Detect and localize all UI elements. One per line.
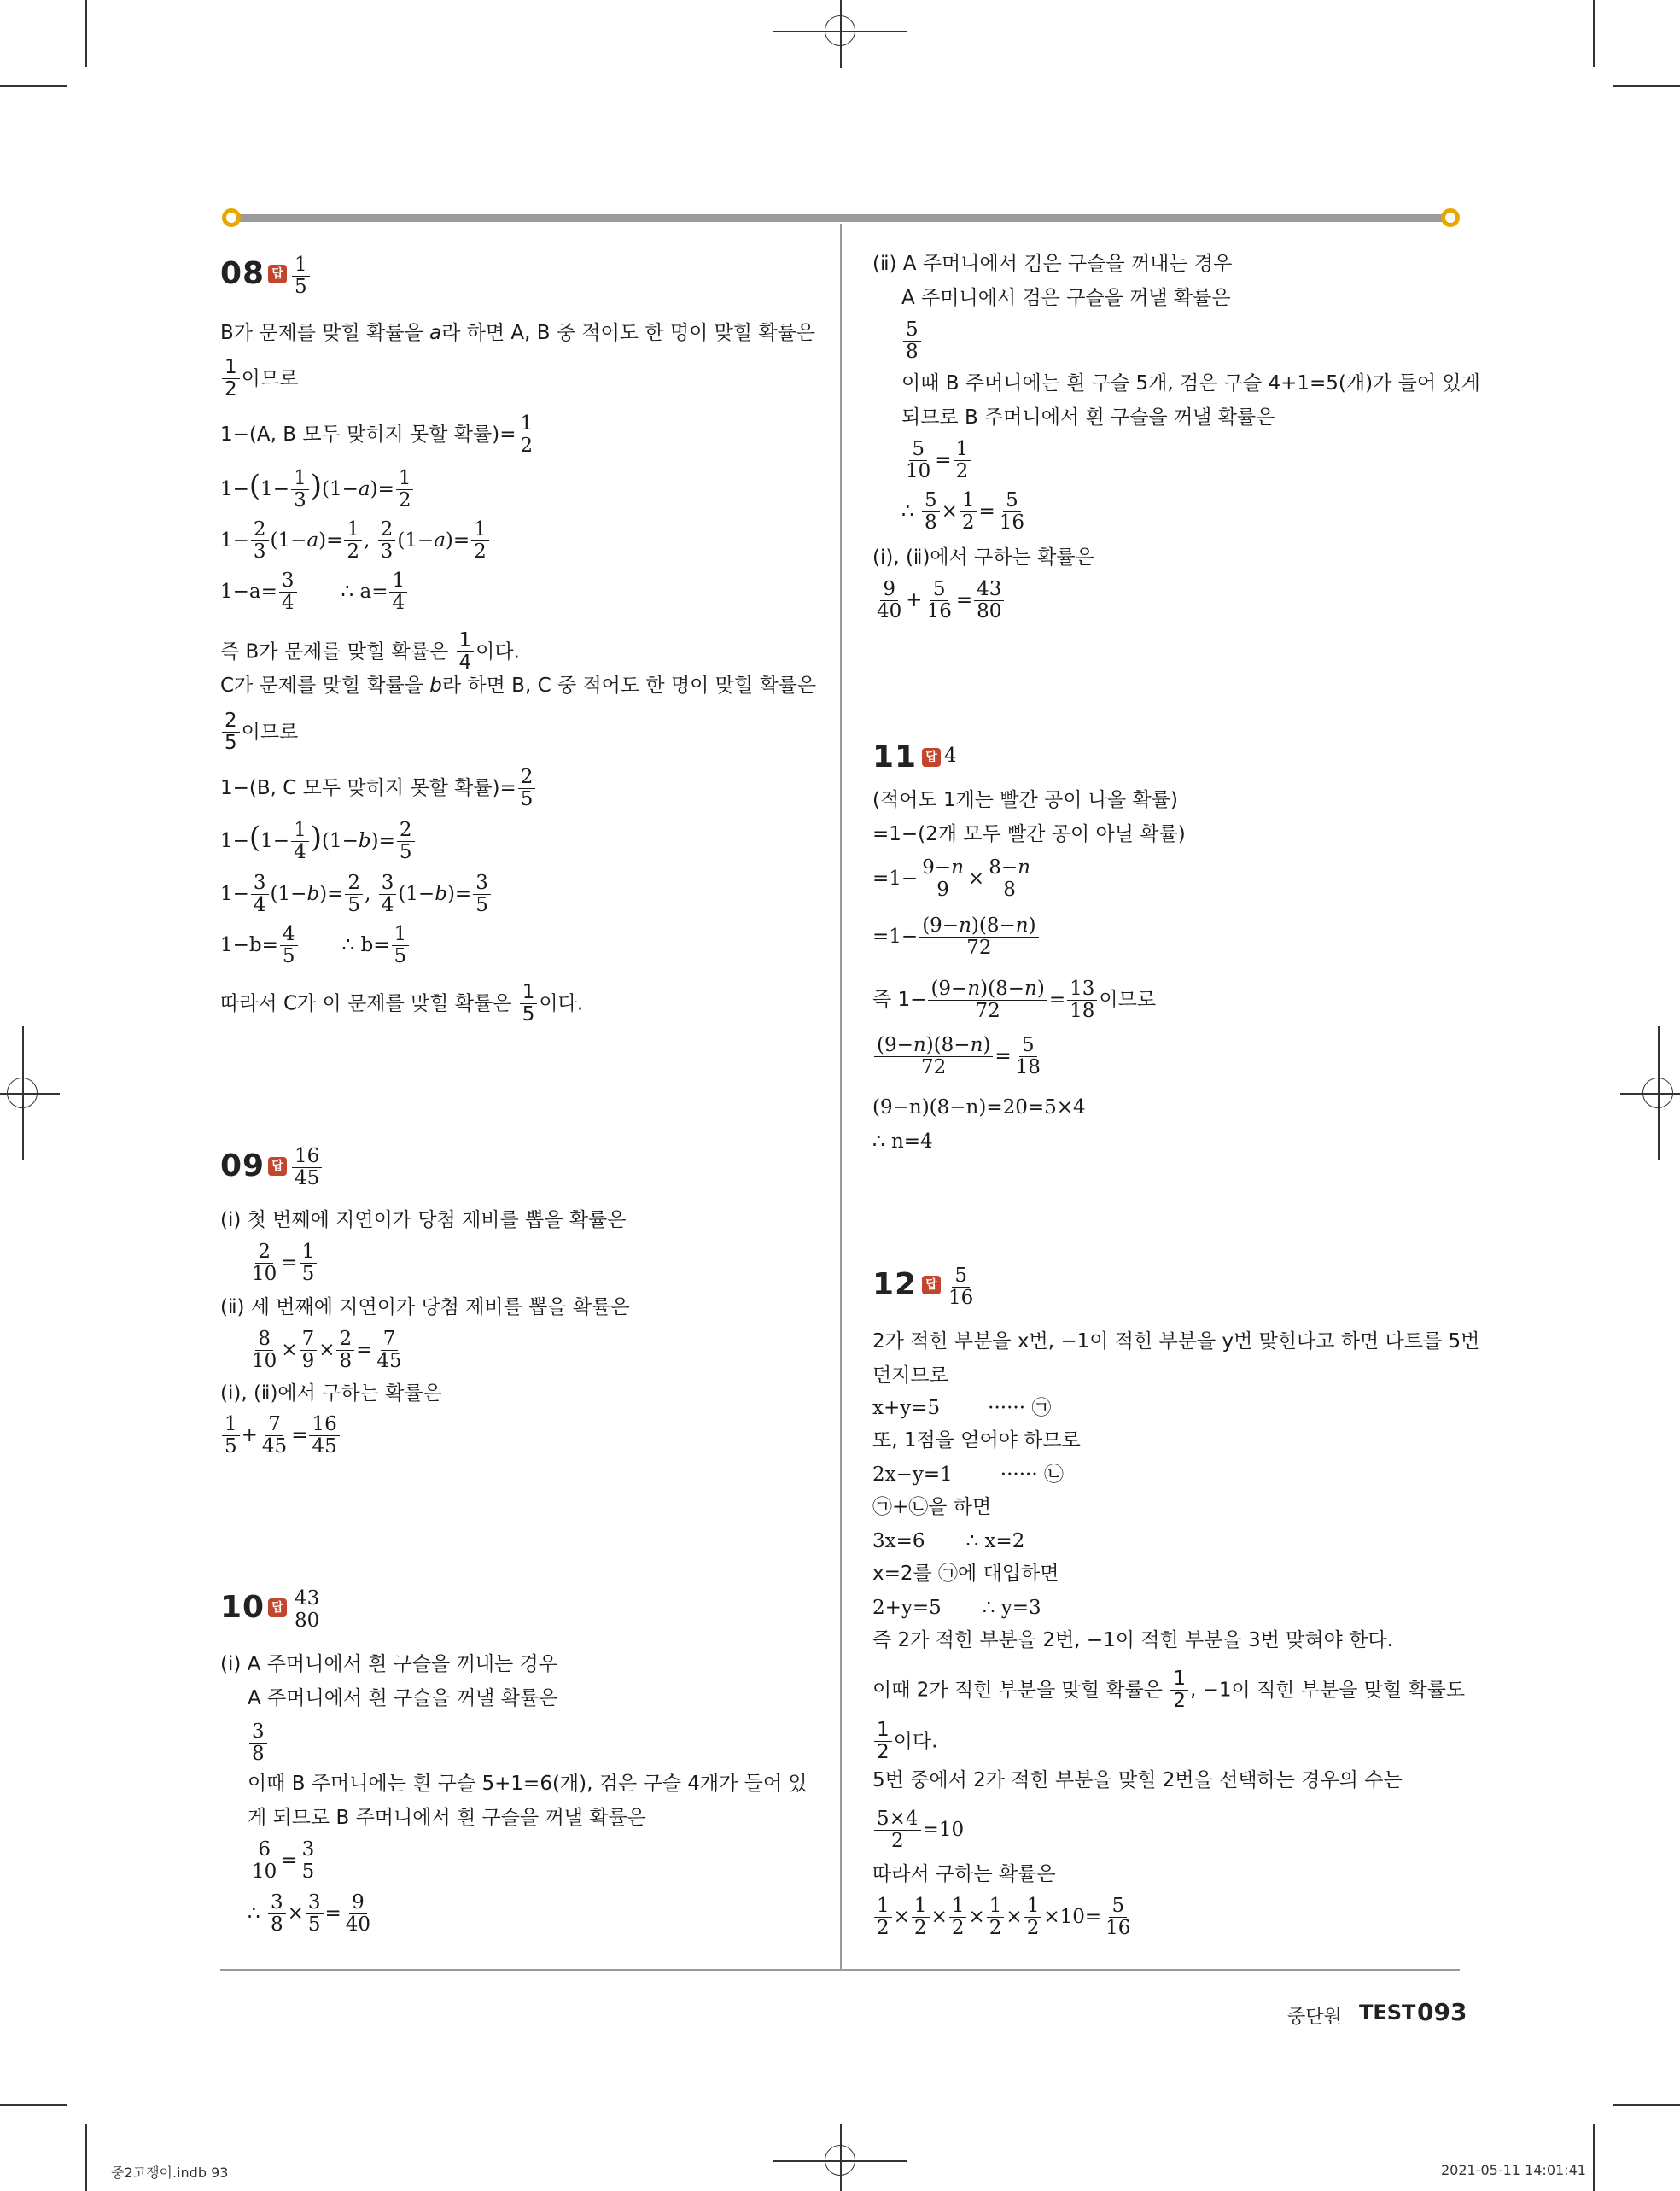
solution-line: $\frac{2}{10}$ = $\frac{1}{5}$ — [248, 1242, 318, 1286]
solution-line: (ⅰ), (ⅱ)에서 구하는 확률은 — [872, 546, 1094, 569]
solution-line: 1− $\frac{3}{4}$ (1−b)= $\frac{2}{5}$ , $\frac{3}{4}$ (1−b)= $\frac{3}{5}$ — [220, 873, 493, 917]
answer-value: 4 — [944, 745, 957, 767]
solution-line: 이때 2가 적힌 부분을 맞힐 확률은 $\frac{1}{2}$ , −1이 적힌 부분을 맞힐 확률도 — [872, 1668, 1466, 1713]
solution-line: 1−a= $\frac{3}{4}$ ∴ a= $\frac{1}{4}$ — [220, 570, 409, 615]
solution-line: 1−(1− $\frac{1}{4}$ )(1−b)= $\frac{2}{5}$ — [220, 820, 417, 864]
solution-line: $\frac{2}{5}$ 이므로 — [220, 710, 298, 755]
rule-end-dot — [222, 208, 241, 227]
solution-line: ㉠+㉡을 하면 — [872, 1496, 992, 1518]
solution-line: (ⅰ) A 주머니에서 흰 구슬을 꺼내는 경우 — [220, 1653, 557, 1675]
registration-mark — [1620, 1093, 1680, 1095]
solution-line: ∴ n=4 — [872, 1131, 933, 1153]
solution-line: 1− $\frac{2}{3}$ (1−a)= $\frac{1}{2}$ , $\frac{2}{3}$ (1−a)= $\frac{1}{2}$ — [220, 519, 491, 564]
answer-badge: 답 — [268, 1157, 287, 1176]
solution-line: $\frac{(9-n)(8-n)}{72}$ = $\frac{5}{18}$ — [872, 1035, 1045, 1079]
solution-line: =1− $\frac{9-n}{9}$ × $\frac{8-n}{8}$ — [872, 857, 1035, 902]
solution-line: 2x−y=1 ······ ㉡ — [872, 1464, 1064, 1486]
solution-line: (ⅱ) A 주머니에서 검은 구슬을 꺼내는 경우 — [872, 253, 1233, 275]
solution-line: (적어도 1개는 빨간 공이 나올 확률) — [872, 789, 1178, 811]
solution-line: $\frac{1}{2}$ 이므로 — [220, 357, 298, 401]
question-number: 11 — [872, 739, 918, 774]
registration-mark — [840, 0, 842, 68]
solution-line: C가 문제를 맞힐 확률을 b라 하면 B, C 중 적어도 한 명이 맞힐 확률은 — [220, 675, 817, 697]
solution-line: A 주머니에서 흰 구슬을 꺼낼 확률은 — [248, 1687, 558, 1709]
answer-value: $\frac{1}{5}$ — [290, 254, 312, 299]
rule-end-dot — [1441, 208, 1460, 227]
question-number: 12 — [872, 1267, 918, 1302]
solution-line: 1−(A, B 모두 맞히지 못할 확률)= $\frac{1}{2}$ — [220, 413, 537, 458]
solution-line: x=2를 ㉠에 대입하면 — [872, 1563, 1059, 1585]
solution-line: 게 되므로 B 주머니에서 흰 구슬을 꺼낼 확률은 — [248, 1807, 646, 1829]
page-number: 093 — [1417, 1998, 1467, 2026]
crop-mark — [1593, 2124, 1595, 2191]
solution-line: ∴ $\frac{3}{8}$ × $\frac{3}{5}$ = $\frac{9}{40}$ — [248, 1891, 371, 1937]
solution-line: 이때 B 주머니에는 흰 구슬 5개, 검은 구슬 4+1=5(개)가 들어 있게 — [901, 372, 1480, 394]
solution-line: $\frac{9}{40}$ + $\frac{5}{16}$ = $\frac{43}{80}$ — [872, 579, 1006, 623]
crop-mark — [85, 2124, 87, 2191]
solution-line: (ⅰ) 첫 번째에 지연이가 당첨 제비를 뽑을 확률은 — [220, 1209, 627, 1231]
header-rule — [230, 214, 1451, 222]
registration-mark — [840, 2124, 842, 2191]
solution-line: 1−b= $\frac{4}{5}$ ∴ b= $\frac{1}{5}$ — [220, 924, 411, 968]
solution-line: $\frac{8}{10}$ × $\frac{7}{9}$ × $\frac{2}{8}$ = $\frac{7}{45}$ — [252, 1328, 402, 1373]
registration-mark — [22, 1026, 24, 1160]
solution-line: =1−(2개 모두 빨간 공이 아닐 확률) — [872, 823, 1186, 845]
crop-mark — [0, 85, 67, 87]
print-slug-file: 중2고쟁이.indb 93 — [111, 2165, 229, 2181]
solution-line: (ⅰ), (ⅱ)에서 구하는 확률은 — [220, 1382, 442, 1405]
solution-line: B가 문제를 맞힐 확률을 a라 하면 A, B 중 적어도 한 명이 맞힐 확률은 — [220, 322, 816, 344]
question-number: 10 — [220, 1590, 265, 1625]
test-label: TEST — [1359, 2001, 1416, 2024]
registration-mark — [0, 1093, 60, 1095]
solution-line: 던지므로 — [872, 1364, 948, 1387]
crop-mark — [1593, 0, 1595, 67]
solution-line: (ⅱ) 세 번째에 지연이가 당첨 제비를 뽑을 확률은 — [220, 1296, 630, 1318]
answer-badge: 답 — [922, 1276, 941, 1294]
crop-mark — [1613, 2104, 1680, 2106]
answer-badge: 답 — [922, 748, 941, 767]
question-number: 08 — [220, 256, 265, 291]
registration-mark — [1658, 1026, 1660, 1160]
solution-line: 3x=6 ∴ x=2 — [872, 1530, 1025, 1552]
solution-line: (9−n)(8−n)=20=5×4 — [872, 1096, 1086, 1119]
section-label: 중단원 — [1287, 2007, 1342, 2028]
solution-line: 또, 1점을 얻어야 하므로 — [872, 1429, 1081, 1452]
answer-value: $\frac{5}{16}$ — [948, 1265, 974, 1310]
column-divider — [840, 224, 842, 1969]
solution-line: $\frac{5\times 4}{2}$ =10 — [872, 1808, 964, 1853]
crop-mark — [1613, 85, 1680, 87]
solution-line: =1− $\frac{(9-n)(8-n)}{72}$ — [872, 915, 1041, 960]
solution-line: 5번 중에서 2가 적힌 부분을 맞힐 2번을 선택하는 경우의 수는 — [872, 1769, 1403, 1791]
solution-line: $\frac{1}{2}$ 이다. — [872, 1720, 937, 1764]
question-number: 09 — [220, 1148, 265, 1183]
footer-rule — [220, 1969, 1460, 1971]
print-slug-date: 2021-05-11 14:01:41 — [1441, 2162, 1586, 2178]
solution-line: 2+y=5 ∴ y=3 — [872, 1597, 1041, 1619]
solution-line: 즉 1− $\frac{(9-n)(8-n)}{72}$ = $\frac{13}{18}$ 이므로 — [872, 978, 1157, 1023]
solution-line: $\frac{3}{8}$ — [248, 1721, 269, 1766]
solution-line: 따라서 C가 이 문제를 맞힐 확률은 $\frac{1}{5}$ 이다. — [220, 981, 584, 1026]
solution-line: 2가 적힌 부분을 x번, −1이 적힌 부분을 y번 맞힌다고 하면 다트를 5번 — [872, 1330, 1480, 1353]
solution-line: $\frac{6}{10}$ = $\frac{3}{5}$ — [248, 1839, 318, 1884]
solution-line: ∴ $\frac{5}{8}$ × $\frac{1}{2}$ = $\frac{5}{16}$ — [901, 489, 1025, 535]
crop-mark — [0, 2104, 67, 2106]
solution-line: 1−(1− $\frac{1}{3}$ )(1−a)= $\frac{1}{2}$ — [220, 468, 415, 512]
solution-line: 이때 B 주머니에는 흰 구슬 5+1=6(개), 검은 구슬 4개가 들어 있 — [248, 1773, 808, 1795]
solution-line: $\frac{1}{5}$ + $\frac{7}{45}$ = $\frac{16}{45}$ — [220, 1414, 341, 1458]
solution-line: $\frac{1}{2}$ × $\frac{1}{2}$ × $\frac{1}{2}$ × $\frac{1}{2}$ × $\frac{1}{2}$ ×10= $\frac{5}{16}$ — [872, 1896, 1135, 1940]
solution-line: $\frac{5}{10}$ = $\frac{1}{2}$ — [901, 439, 972, 483]
solution-line: 즉 2가 적힌 부분을 2번, −1이 적힌 부분을 3번 맞혀야 한다. — [872, 1629, 1393, 1651]
solution-line: 1−(B, C 모두 맞히지 못할 확률)= $\frac{2}{5}$ — [220, 767, 537, 811]
solution-line: A 주머니에서 검은 구슬을 꺼낼 확률은 — [901, 287, 1231, 309]
solution-line: $\frac{5}{8}$ — [901, 319, 923, 364]
solution-line: 따라서 구하는 확률은 — [872, 1863, 1056, 1885]
answer-value: $\frac{43}{80}$ — [290, 1588, 324, 1633]
answer-badge: 답 — [268, 265, 287, 283]
crop-mark — [85, 0, 87, 67]
solution-line: 되므로 B 주머니에서 흰 구슬을 꺼낼 확률은 — [901, 406, 1275, 429]
answer-value: $\frac{16}{45}$ — [290, 1146, 324, 1190]
answer-badge: 답 — [268, 1598, 287, 1617]
solution-line: x+y=5 ······ ㉠ — [872, 1397, 1052, 1419]
solution-line: 즉 B가 문제를 맞힐 확률은 $\frac{1}{4}$ 이다. — [220, 629, 520, 675]
